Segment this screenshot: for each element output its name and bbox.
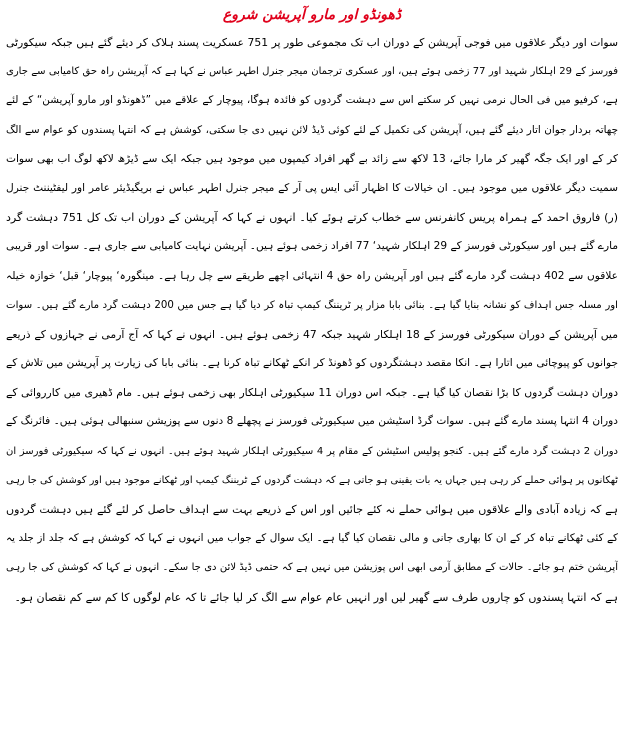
article-title: ڈھونڈو اور مارو آپریشن شروع	[222, 7, 402, 23]
article-line: دوران دہشت گردوں کا بڑا نقصان کیا گیا ہے۔ جبکہ اس دوران 11 سیکیورٹی اہلکار بھی زخمی ہوئے ہیں۔ مام ڈھیری میں کارروائی کے	[6, 386, 618, 400]
article-line: فورسز کے 29 اہلکار شہید اور 77 زخمی ہوئے ہیں، اور عسکری ترجمان میجر جنرل اطہر عباس نے کہا ہے کہ آپریشن راہ حق کامیابی سے جاری	[6, 66, 618, 78]
article-line: اور مسلہ جس اہداف کو نشانہ بنایا گیا ہے۔ بنائی بابا مزار پر ٹریننگ کیمپ تباہ کر دیا گیا ہے جس میں 200 دہشت گرد مارے گئے ہیں۔ سوات	[6, 299, 618, 311]
article-line: دوران 4 انتہا پسند مارے گئے ہیں۔ سوات گرڈ اسٹیشن میں سیکیورٹی فورسز نے پچھلے 8 دنوں سے پوزیشن سنبھالی ہوئی ہیں۔ فائرنگ کے	[6, 415, 618, 428]
article-line: ٹھکانوں پر ہوائی حملے کر رہی ہیں جہاں یہ بات یقینی ہو جاتی ہے کہ دہشت گردوں کے ٹریننگ کیمپ اور ٹھکانے موجود ہیں اور کوشش کی جا رہی	[6, 474, 618, 486]
article-line: میں آپریشن کے دوران سیکورٹی فورسز کے 18 اہلکار شہید جبکہ 47 زخمی ہوئے ہیں۔ انہوں نے کہا کہ آج آرمی نے جہازوں کے ذریعے	[6, 327, 618, 341]
article-line: (ر) فاروق احمد کے ہمراہ پریس کانفرنس سے خطاب کرتے ہوئے کیا۔ انہوں نے کہا کہ آپریشن کے دوران اب تک کل 751 دہشت گرد	[6, 211, 618, 225]
article-line: ہے کہ انتہا پسندوں کو چاروں طرف سے گھیر لیں اور انہیں عام عوام سے الگ کر لیا جائے تا کہ عام لوگوں کا کم سے کم نقصان ہو۔	[14, 590, 618, 604]
article-line: جوانوں کو پیوچائی میں اتارا ہے۔ انکا مقصد دہشتگردوں کو ڈھونڈ کر انکے ٹھکانے تباہ کرنا ہے۔ بنائی بابا کی زیارت پر آپریشن میں تلاش کے	[6, 357, 618, 370]
article-line: ہے، کرفیو میں فی الحال نرمی نہیں کر سکتے اس سے دہشت گردوں کو فائدہ ہوگا، پیوچار کے علاقے میں ”ڈھونڈو اور مارو آپریشن“ کے لئے	[6, 94, 618, 107]
article-line: چھاتہ بردار جوان اتار دیئے گئے ہیں، آپریشن کی تکمیل کے لئے کوئی ڈیڈ لائن نہیں دی جا سکتی، کوشش ہے کہ انتہا پسندوں کو عوام سے الگ	[6, 123, 618, 136]
article-line: ہے کہ زیادہ آبادی والے علاقوں میں ہوائی حملے نہ کئے جائیں اور اس کے ذریعے بہت سے اہداف حاصل کر لئے گئے ہیں دہشت گردوں	[6, 503, 618, 516]
article-line: علاقوں سے 402 دہشت گرد مارے گئے ہیں اور آپریشن راہ حق 4 انتہائی اچھے طریقے سے چل رہا ہے۔ مینگورہ‘ پیوچار‘ قبل‘ خوازہ خیلہ	[6, 269, 618, 282]
article-body	[6, 28, 618, 612]
article-line: کے کئی ٹھکانے تباہ کر کے ان کا بھاری جانی و مالی نقصان کیا گیا ہے۔ ایک سوال کے جواب میں انہوں نے کہا کہ کوشش ہے کہ جلد از جلد یہ	[6, 532, 618, 545]
article-line: آپریشن ختم ہو جائے۔ حالات کے مطابق آرمی ابھی اس پوزیشن میں نہیں ہے کہ حتمی ڈیڈ لائن دی جا سکے۔ انہوں نے کہا کہ کوشش کی جا رہی	[6, 562, 618, 574]
article-line: سمیت دیگر علاقوں میں موجود ہیں۔ ان خیالات کا اظہار آئی ایس پی آر کے میجر جنرل اطہر عباس نے بریگیڈیئر عامر اور لیفٹیننٹ جنرل	[6, 181, 618, 194]
article-line: دوران 2 دہشت گرد مارے گئے ہیں۔ کنجو پولیس اسٹیشن کے مقام پر 4 سیکیورٹی اہلکار شہید ہوئے ہیں۔ انہوں نے کہا کہ سیکیورٹی فورسز ان	[6, 445, 618, 457]
article-line: سوات اور دیگر علاقوں میں فوجی آپریشن کے دوران اب تک مجموعی طور پر 751 عسکریت پسند ہلاک کر دیئے گئے ہیں جبکہ سیکورٹی	[6, 36, 618, 49]
article-line: کر کے اور ایک جگہ گھیر کر مارا جائے، 13 لاکھ سے زائد بے گھر افراد کیمپوں میں موجود ہیں جبکہ ایک سے ڈیڑھ لاکھ لوگ اب بھی سوات	[6, 152, 618, 165]
article-line: مارے گئے ہیں اور سیکورٹی فورسز کے 29 اہلکار شہید‘ 77 افراد زخمی ہوئے ہیں۔ آپریشن نہایت کامیابی سے جاری ہے۔ سوات اور قریبی	[6, 240, 618, 253]
